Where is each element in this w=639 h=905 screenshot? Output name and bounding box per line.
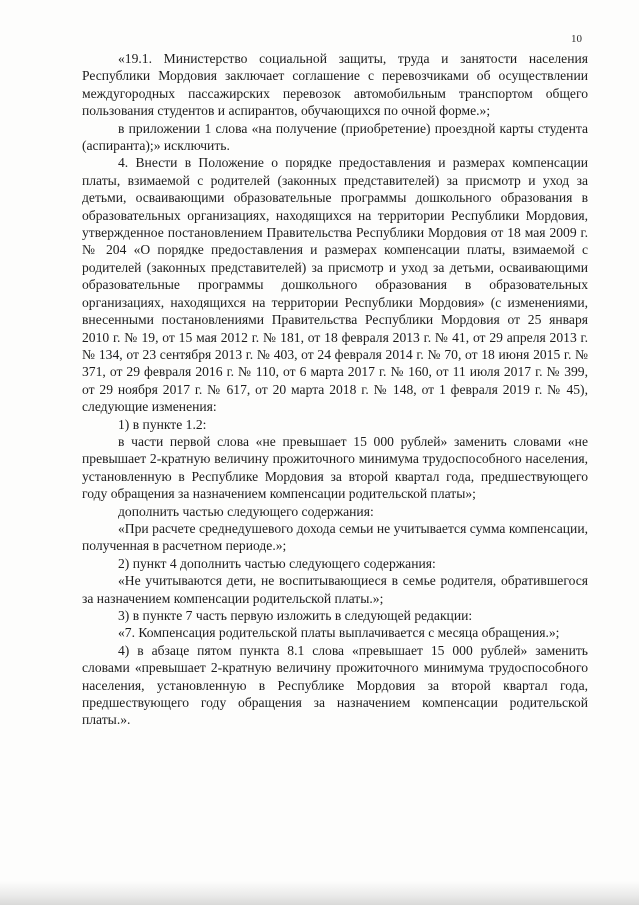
paragraph-subitem-4: 4) в абзаце пятом пункта 8.1 слова «превышает 15 000 рублей» заменить словами «превышает 2-кратную величину прожиточного минимума трудоспособного населения, установленную в Республике Мордовия за второй квартал года, предшествующего году обращения за назначением компенсации родительской платы.».: [82, 642, 588, 728]
paragraph-subitem-3: 3) в пункте 7 часть первую изложить в следующей редакции:: [118, 608, 473, 623]
page-number: 10: [571, 33, 582, 45]
paragraph-quote-children: «Не учитываются дети, не воспитывающиеся в семье родителя, обратившегося за назначением компенсации родительской платы.»;: [82, 573, 588, 606]
paragraph-add-part: дополнить частью следующего содержания:: [118, 503, 374, 519]
paragraph-quote-7: «7. Компенсация родительской платы выплачивается с месяца обращения.»;: [118, 625, 560, 641]
paragraph-19-1: «19.1. Министерство социальной защиты, труда и занятости населения Республики Мордовия заключает соглашение с перевозчиками об осуществлении междугородных пассажирских перевозок автомобильным транспортом общего пользования студентов и аспирантов, обучающихся по очной форме.»;: [82, 51, 588, 119]
paragraph-appendix-1: в приложении 1 слова «на получение (приобретение) проездной карты студента (аспиранта);» исключить.: [82, 120, 588, 154]
paragraph-part-one: в части первой слова «не превышает 15 000 рублей» заменить словами «не превышает 2-кратную величину прожиточного минимума трудоспособного населения, установленную в Республике Мордовия за второй квартал года, предшествующего году обращения за назначением компенсации родительской платы»;: [82, 433, 588, 502]
paragraph-quote-income: «При расчете среднедушевого дохода семьи не учитывается сумма компенсации, полученная в расчетном периоде.»;: [82, 520, 588, 554]
paragraph-subitem-2: 2) пункт 4 дополнить частью следующего содержания:: [118, 555, 436, 571]
document-body: [82, 50, 588, 729]
paragraph-item-4: 4. Внести в Положение о порядке предоставления и размерах компенсации платы, взимаемой с родителей (законных представителей) за присмотр и уход за детьми, осваивающими образовательные программы дошкольного образования в образовательных организациях, находящихся на территории Республики Мордовия, утвержденное постановлением Правительства Республики Мордовия от 18 мая 2009 г. № 204 «О порядке предоставления и размерах компенсации платы, взимаемой с родителей (законных представителей) за присмотр и уход за детьми, осваивающими образовательные программы дошкольного образования в образовательных организациях, находящихся на территории Республики Мордовия» (с изменениями, внесенными постановлениями Правительства Республики Мордовия от 25 января 2010 г. № 19, от 15 мая 2012 г. № 181, от 18 февраля 2013 г. № 41, от 29 апреля 2013 г. № 134, от 23 сентября 2013 г. № 403, от 24 февраля 2014 г. № 70, от 18 июня 2015 г. № 371, от 29 февраля 2016 г. № 110, от 6 марта 2017 г. № 160, от 11 июля 2017 г. № 399, от 29 ноября 2017 г. № 617, от 20 марта 2018 г. № 148, от 1 февраля 2019 г. № 45), следующие изменения:: [82, 155, 588, 415]
scan-edge-shadow: [0, 881, 639, 905]
paragraph-subitem-1: 1) в пункте 1.2:: [118, 416, 207, 432]
